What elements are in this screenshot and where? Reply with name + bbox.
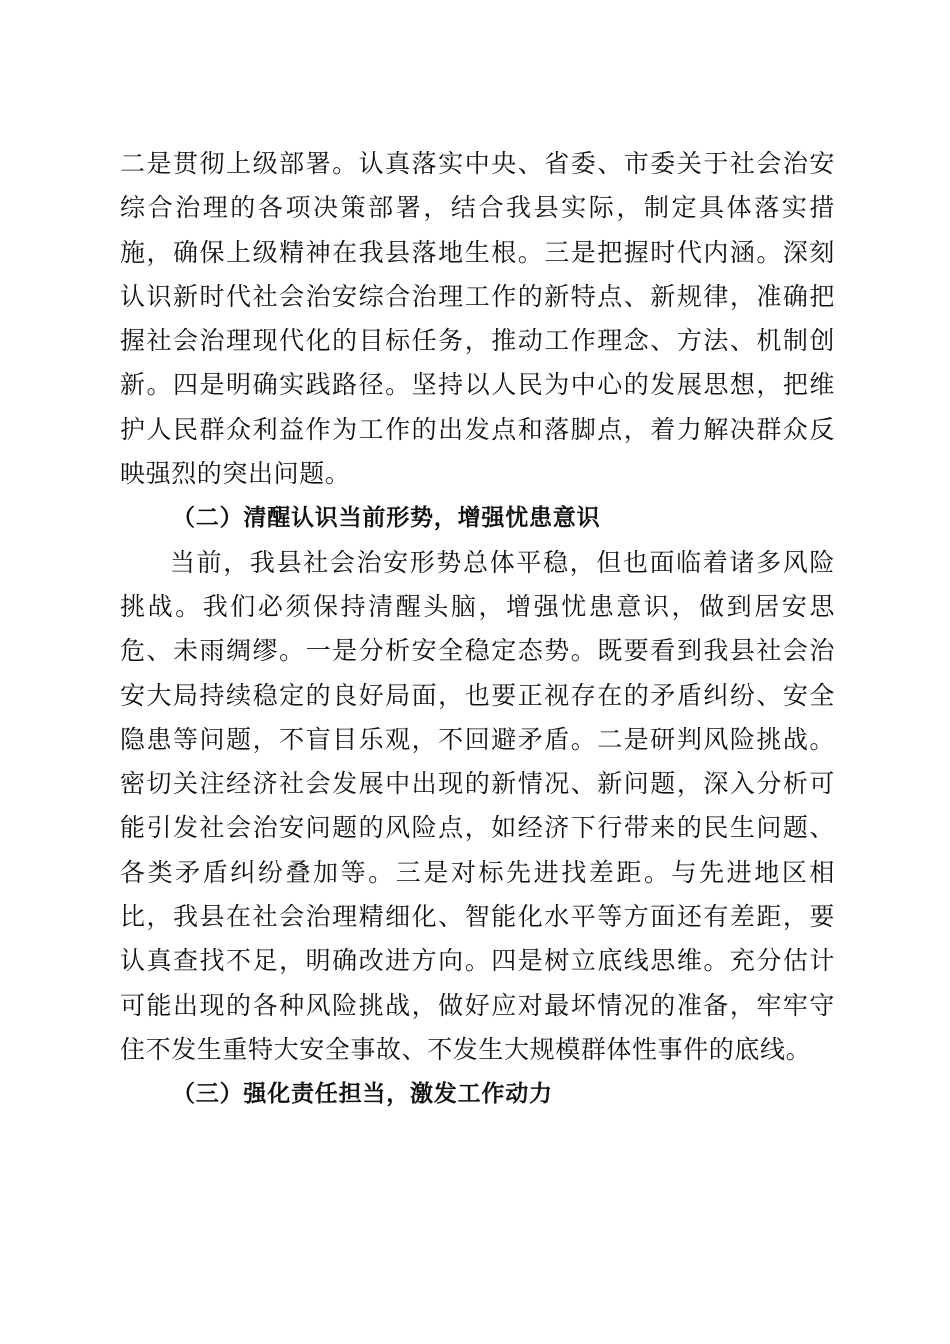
body-paragraph: 当前，我县社会治安形势总体平稳，但也面临着诸多风险挑战。我们必须保持清醒头脑，增强忧患意识，做到居安思危、未雨绸缪。一是分析安全稳定态势。既要看到我县社会治安大局持续稳定的良好局面，也要正视存在的矛盾纠纷、安全隐患等问题，不盲目乐观，不回避矛盾。二是研判风险挑战。密切关注经济社会发展中出现的新情况、新问题，深入分析可能引发社会治安问题的风险点，如经济下行带来的民生问题、各类矛盾纠纷叠加等。三是对标先进找差距。与先进地区相比，我县在社会治理精细化、智能化水平等方面还有差距，要认真查找不足，明确改进方向。四是树立底线思维。充分估计可能出现的各种风险挑战，做好应对最坏情况的准备，牢牢守住不发生重特大安全事故、不发生大规模群体性事件的底线。 [120, 547, 835, 1064]
section-heading: （二）清醒认识当前形势，增强忧患意识 [172, 505, 601, 532]
body-paragraph: 二是贯彻上级部署。认真落实中央、省委、市委关于社会治安综合治理的各项决策部署，结合我县实际，制定具体落实措施，确保上级精神在我县落地生根。三是把握时代内涵。深刻认识新时代社会治安综合治理工作的新特点、新规律，准确把握社会治理现代化的目标任务，推动工作理念、方法、机制创新。四是明确实践路径。坚持以人民为中心的发展思想，把维护人民群众利益作为工作的出发点和落脚点，着力解决群众反映强烈的突出问题。 [120, 149, 835, 489]
section-heading: （三）强化责任担当，激发工作动力 [172, 1081, 553, 1108]
document-body [120, 142, 835, 1117]
